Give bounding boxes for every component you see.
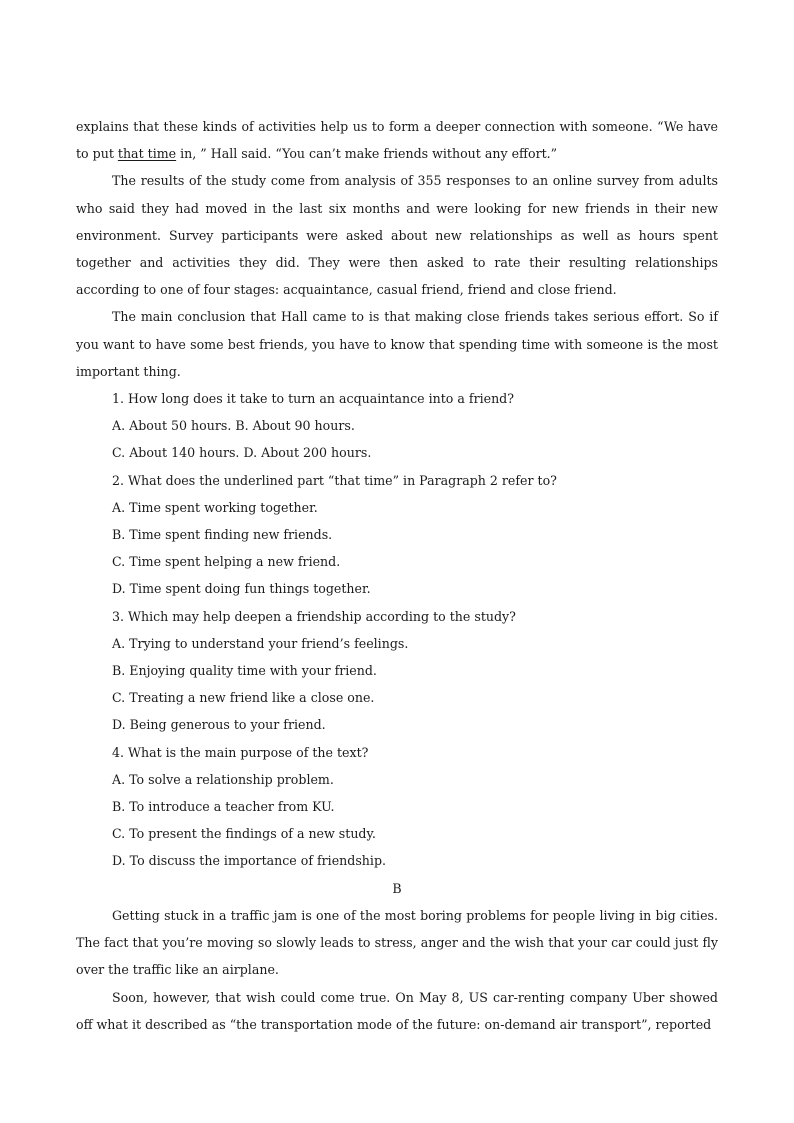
question-option: D. Being generous to your friend. xyxy=(112,717,326,733)
question-option: A. To solve a relationship problem. xyxy=(112,771,334,787)
underlined-phrase: that time xyxy=(117,146,177,162)
paragraph-uber: Soon, however, that wish could come true. On May 8, US car-renting company Uber showed off what it described as “the transportation mode of the future: on-demand air transport”, reported xyxy=(76,989,718,1032)
question-option: C. Time spent helping a new friend. xyxy=(112,554,341,570)
paragraph-hall-quote xyxy=(76,113,718,167)
question-4 xyxy=(76,739,718,875)
paragraph-study-results: The results of the study come from analysis of 355 responses to an online survey from adults who said they had moved in the last six months and were looking for new friends in their new environment. Survey participants were asked about new relationships as well as hours spent together and activities they did. They were then asked to rate their resulting relationships according to one of four stages: acquaintance, casual friend, friend and close friend. xyxy=(76,173,718,298)
paragraph-text: explains that these kinds of activities help us to form a deeper connection with someone. “We have to put xyxy=(76,119,718,162)
document-page xyxy=(76,113,718,1038)
question-options: C. About 140 hours. D. About 200 hours. xyxy=(112,445,372,461)
question-option: B. Time spent finding new friends. xyxy=(112,527,333,543)
question-2 xyxy=(76,467,718,603)
question-option: C. Treating a new friend like a close one. xyxy=(112,690,375,706)
question-option: B. Enjoying quality time with your friend. xyxy=(112,663,377,679)
paragraph-text: in, ” Hall said. “You can’t make friends without any effort.” xyxy=(176,146,558,162)
question-option: D. To discuss the importance of friendship. xyxy=(112,853,387,869)
question-option: A. Time spent working together. xyxy=(112,499,318,515)
question-option: B. To introduce a teacher from KU. xyxy=(112,799,335,815)
question-option: C. To present the findings of a new study. xyxy=(112,826,376,842)
paragraph-conclusion: The main conclusion that Hall came to is that making close friends takes serious effort. So if you want to have some best friends, you have to know that spending time with someone is the most important thing. xyxy=(76,309,718,379)
question-3 xyxy=(76,603,718,739)
question-options: A. About 50 hours. B. About 90 hours. xyxy=(112,418,355,434)
paragraph-traffic-jam: Getting stuck in a traffic jam is one of the most boring problems for people living in big cities. The fact that you’re moving so slowly leads to stress, anger and the wish that your car could just fly over the traffic like an airplane. xyxy=(76,907,718,978)
question-stem: 3. Which may help deepen a friendship according to the study? xyxy=(112,608,516,624)
question-option: D. Time spent doing fun things together. xyxy=(112,581,371,597)
question-1 xyxy=(76,385,718,467)
question-option: A. Trying to understand your friend’s feelings. xyxy=(112,635,409,651)
question-stem: 4. What is the main purpose of the text? xyxy=(112,744,369,760)
section-heading: B xyxy=(392,880,402,896)
question-stem: 2. What does the underlined part “that time” in Paragraph 2 refer to? xyxy=(112,472,557,488)
question-stem: 1. How long does it take to turn an acquaintance into a friend? xyxy=(112,391,514,407)
